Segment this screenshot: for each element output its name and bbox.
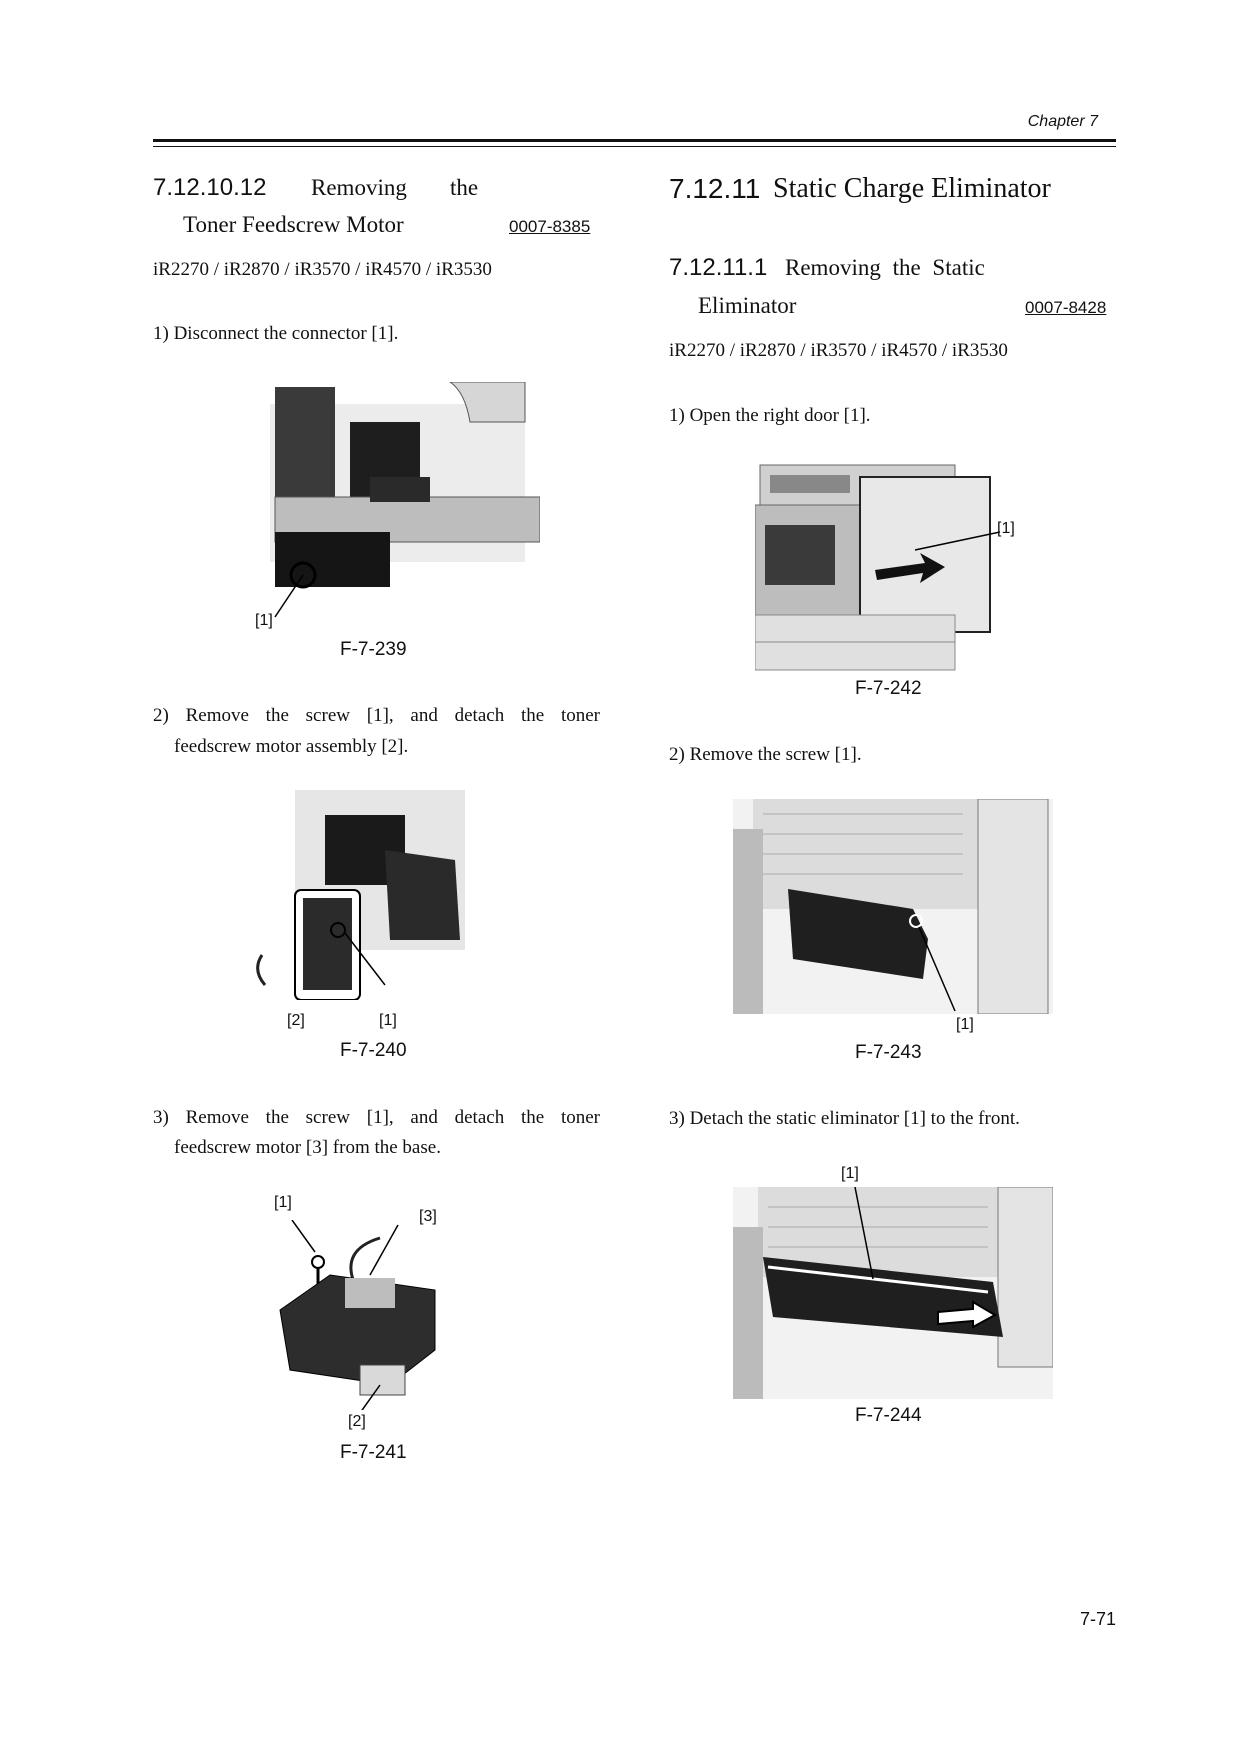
right-models: iR2270 / iR2870 / iR3570 / iR4570 / iR3530 xyxy=(669,340,1008,361)
fig-240-label-1: [1] xyxy=(379,1012,397,1029)
fig-240-label-2: [2] xyxy=(287,1012,305,1029)
right-sub-title: Removing the Static xyxy=(785,255,985,280)
left-step-3-line2: feedscrew motor [3] from the base. xyxy=(174,1137,441,1158)
right-ref-code: 0007-8428 xyxy=(1025,298,1107,317)
right-step-1: 1) Open the right door [1]. xyxy=(669,405,871,426)
fig-239-caption: F-7-239 xyxy=(340,639,407,660)
fig-243-caption: F-7-243 xyxy=(855,1042,922,1063)
fig-239-label-1: [1] xyxy=(255,612,273,629)
left-heading-word-removing: Removing xyxy=(311,175,407,200)
fig-241-caption: F-7-241 xyxy=(340,1442,407,1463)
fig-242-caption: F-7-242 xyxy=(855,678,922,699)
fig-241-label-2: [2] xyxy=(348,1413,366,1430)
left-step-2-line1: 2) Remove the screw [1], and detach the toner xyxy=(153,705,600,726)
fig-241-label-1: [1] xyxy=(274,1194,292,1211)
right-section-title: Static Charge Eliminator xyxy=(773,173,1051,204)
figure-copier-right-door xyxy=(755,455,1015,675)
figure-toner-connector xyxy=(255,382,540,622)
right-step-2: 2) Remove the screw [1]. xyxy=(669,744,862,765)
left-ref-code: 0007-8385 xyxy=(509,217,591,236)
right-sub-line2: Eliminator xyxy=(698,293,797,318)
left-heading-line2: Toner Feedscrew Motor xyxy=(183,212,404,237)
left-models: iR2270 / iR2870 / iR3570 / iR4570 / iR3530 xyxy=(153,259,492,280)
fig-244-caption: F-7-244 xyxy=(855,1405,922,1426)
left-heading-number: 7.12.10.12 xyxy=(153,174,267,201)
fig-243-label-1: [1] xyxy=(956,1016,974,1033)
figure-static-eliminator xyxy=(733,1187,1053,1399)
figure-feedscrew-assembly xyxy=(250,790,470,1000)
page-number: 7-71 xyxy=(1079,1609,1116,1629)
header-rule-thin xyxy=(153,146,1116,147)
left-step-1: 1) Disconnect the connector [1]. xyxy=(153,323,399,344)
figure-screw-removal xyxy=(733,799,1053,1014)
fig-241-label-3: [3] xyxy=(419,1208,437,1225)
left-step-3-line1: 3) Remove the screw [1], and detach the toner xyxy=(153,1107,600,1128)
header-rule-thick xyxy=(153,139,1116,142)
fig-240-caption: F-7-240 xyxy=(340,1040,407,1061)
fig-242-label-1: [1] xyxy=(997,520,1015,537)
right-sub-number: 7.12.11.1 xyxy=(669,254,768,281)
chapter-label: Chapter 7 xyxy=(1027,113,1098,130)
fig-244-label-1: [1] xyxy=(841,1165,859,1182)
right-section-number: 7.12.11 xyxy=(669,173,761,204)
figure-feedscrew-motor xyxy=(270,1220,450,1410)
left-step-2-line2: feedscrew motor assembly [2]. xyxy=(174,736,409,757)
left-heading-word-the: the xyxy=(450,175,479,200)
right-step-3: 3) Detach the static eliminator [1] to the front. xyxy=(669,1108,1020,1129)
